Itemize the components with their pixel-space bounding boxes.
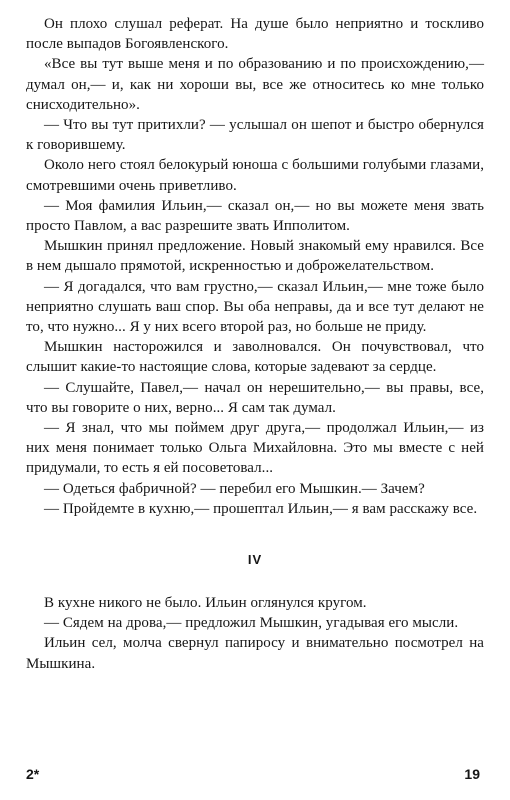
paragraph: В кухне никого не было. Ильин оглянулся кругом. bbox=[44, 595, 367, 612]
paragraph: Он плохо слушал реферат. На душе было неприятно и тоскливо после выпадов Богоявленского. bbox=[26, 16, 484, 53]
paragraph: — Я знал, что мы поймем друг друга,— продолжал Ильин,— из них меня понимает только Ольга Михайловна. Это мы вместе с ней придумали, то есть я ей посоветовал... bbox=[26, 420, 484, 477]
paragraph: — Сядем на дрова,— предложил Мышкин, угадывая его мысли. bbox=[44, 615, 459, 632]
section-number: IV bbox=[247, 552, 263, 568]
paragraph: — Одеться фабричной? — перебил его Мышкин.— Зачем? bbox=[44, 480, 425, 497]
page-footer bbox=[26, 766, 484, 786]
paragraph: — Пройдемте в кухню,— прошептал Ильин,— я вам расскажу все. bbox=[44, 500, 478, 517]
paragraph: — Я догадался, что вам грустно,— сказал Ильин,— мне тоже было неприятно слушать ваш спор. Вы оба неправы, да и все тут делают не то, что нужно... Я у них всего второй раз, но больше не приду. bbox=[26, 278, 484, 336]
printer-signature-mark: 2* bbox=[26, 766, 40, 782]
paragraph: Около него стоял белокурый юноша с большими голубыми глазами, смотревшими очень приветливо. bbox=[26, 157, 484, 194]
section-text bbox=[26, 593, 484, 674]
paragraph: — Моя фамилия Ильин,— сказал он,— но вы можете меня звать просто Павлом, а вас разрешите звать Ипполитом. bbox=[26, 197, 484, 235]
paragraph: Ильин сел, молча свернул папиросу и внимательно посмотрел на Мышкина. bbox=[26, 635, 484, 672]
paragraph: — Что вы тут притихли? — услышал он шепот и быстро обернулся к говорившему. bbox=[26, 117, 484, 154]
paragraph: — Слушайте, Павел,— начал он нерешительно,— вы правы, все, что вы говорите о них, верно... Я сам так думал. bbox=[26, 379, 484, 416]
book-page bbox=[26, 14, 484, 794]
paragraph: Мышкин насторожился и заволновался. Он почувствовал, что слышит какие-то настоящие слова, которые задевают за сердце. bbox=[26, 339, 484, 376]
paragraph: «Все вы тут выше меня и по образованию и по происхождению,— думал он,— и, как ни хороши вы, все же относитесь ко мне только снисходительно». bbox=[26, 56, 484, 113]
paragraph: Мышкин принял предложение. Новый знакомый ему нравился. Все в нем дышало прямотой, искренностью и доброжелательством. bbox=[26, 238, 484, 275]
page-number: 19 bbox=[464, 766, 480, 782]
main-text bbox=[26, 14, 484, 519]
